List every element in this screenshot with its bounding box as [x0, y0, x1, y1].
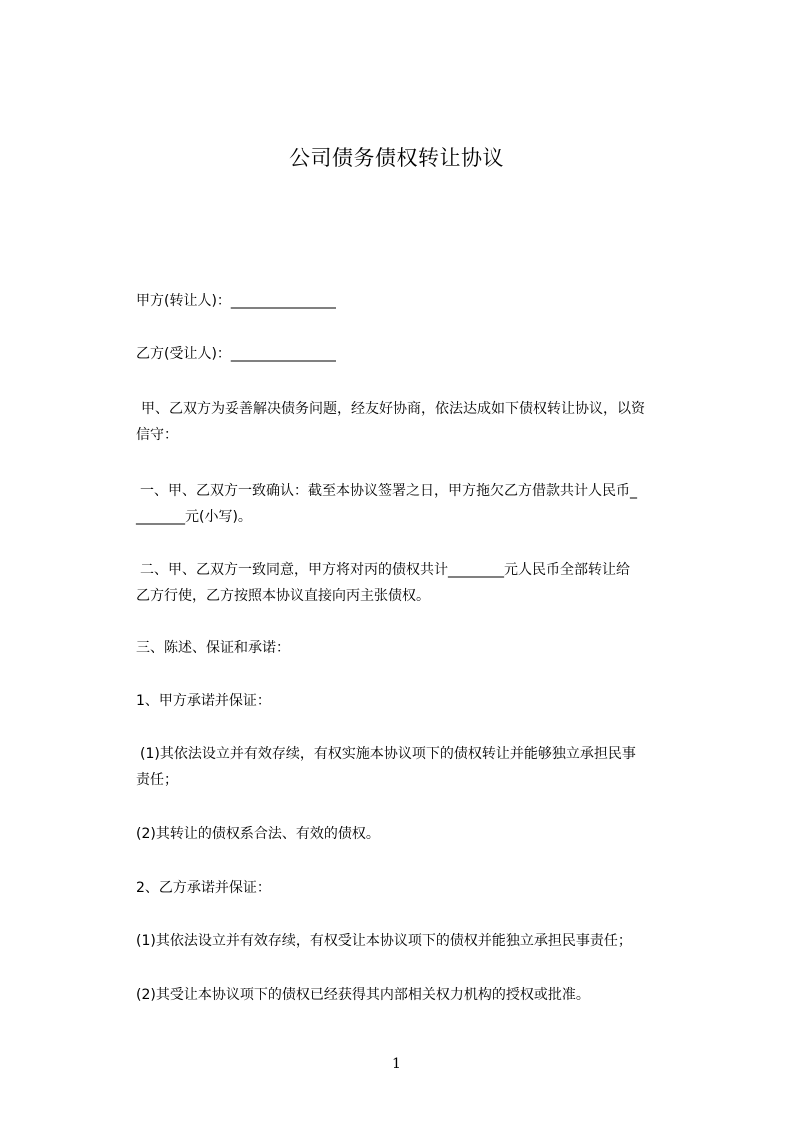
- sub-clause-2-item-2: (2)其受让本协议项下的债权已经获得其内部相关权力机构的授权或批准。: [136, 987, 590, 1003]
- intro-line-1: 甲、乙双方为妥善解决债务问题，经友好协商，依法达成如下债权转让协议，以资: [141, 401, 645, 417]
- sub-clause-1-item-2: (2)其转让的债权系合法、有效的债权。: [136, 826, 380, 842]
- sub-clause-1-item-1-line-2: 责任；: [136, 772, 178, 788]
- party-b-line: 乙方(受让人)：_______________: [136, 346, 336, 362]
- clause-2-line-2: 乙方行使，乙方按照本协议直接向丙主张债权。: [136, 588, 430, 604]
- clause-1-line-1: 一、甲、乙双方一致确认：截至本协议签署之日，甲方拖欠乙方借款共计人民币_: [140, 483, 637, 499]
- sub-clause-2-heading: 2、乙方承诺并保证：: [136, 880, 271, 896]
- party-a-line: 甲方(转让人)：_______________: [136, 293, 336, 309]
- clause-2-line-1: 二、甲、乙双方一致同意，甲方将对丙的债权共计________元人民币全部转让给: [140, 562, 630, 578]
- clause-1-line-2: _______元(小写)。: [136, 509, 252, 525]
- page-number: 1: [392, 1056, 401, 1072]
- document-title: 公司债务债权转让协议: [289, 146, 504, 170]
- clause-3-heading: 三、陈述、保证和承诺：: [136, 640, 290, 656]
- sub-clause-2-item-1: (1)其依法设立并有效存续，有权受让本协议项下的债权并能独立承担民事责任；: [136, 933, 632, 949]
- intro-line-2: 信守：: [136, 427, 178, 443]
- sub-clause-1-item-1-line-1: (1)其依法设立并有效存续，有权实施本协议项下的债权转让并能够独立承担民事: [140, 746, 636, 762]
- sub-clause-1-heading: 1、甲方承诺并保证：: [136, 693, 271, 709]
